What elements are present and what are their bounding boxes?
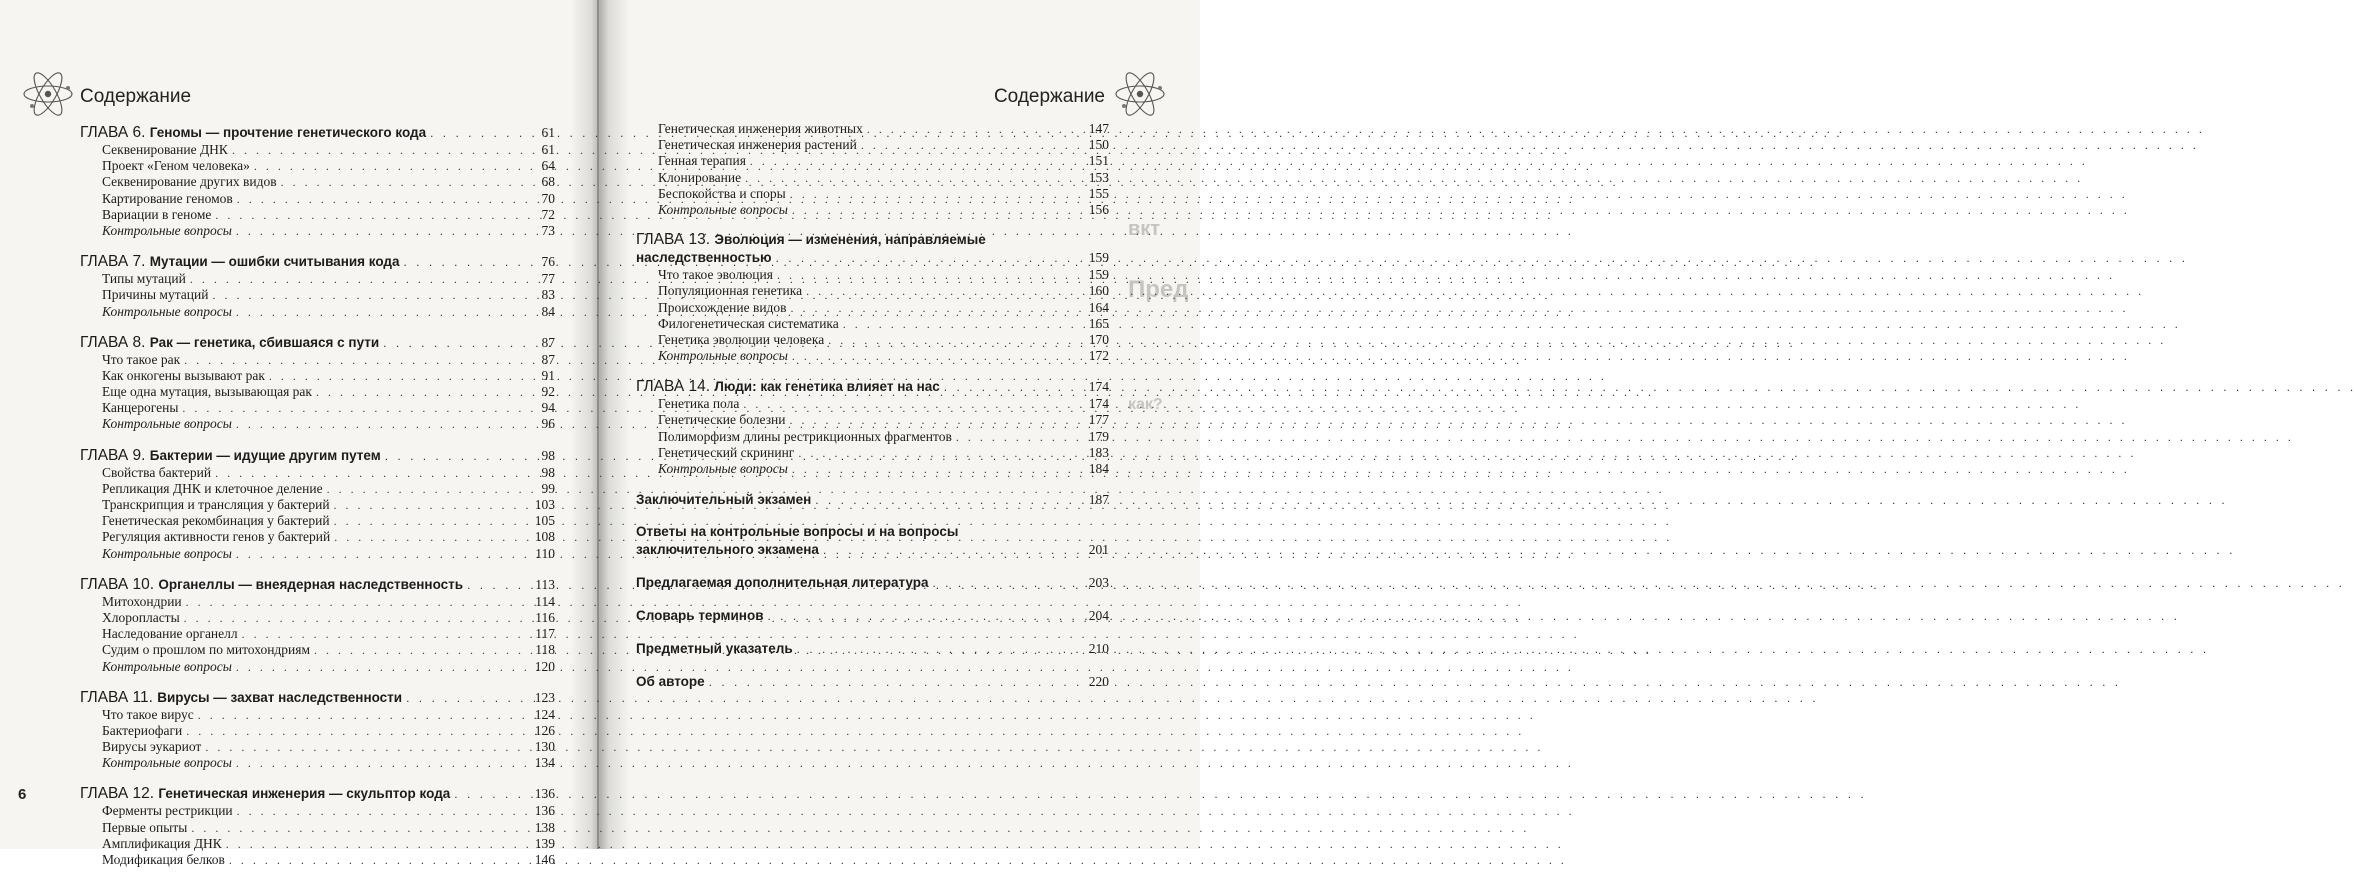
toc-section-heading[interactable] — [636, 573, 1109, 592]
page-ref: 108 — [534, 529, 555, 545]
dot-leader — [212, 287, 517, 303]
chapter-number: ГЛАВА 11. — [80, 688, 153, 706]
entry-label: Происхождение видов — [658, 299, 787, 315]
dot-leader — [184, 352, 517, 368]
dot-leader — [316, 384, 517, 400]
section-title-line: Ответы на контрольные вопросы и на вопросы — [636, 524, 959, 540]
dot-leader — [944, 378, 1071, 397]
entry-label: Судим о прошлом по митохондриям — [102, 642, 311, 658]
page-ref: 87 — [541, 351, 555, 367]
toc-entry-review-questions[interactable] — [80, 304, 555, 320]
entry-label: Вирусы эукариот — [102, 739, 202, 755]
page-ref: 110 — [535, 545, 555, 561]
page-ref: 220 — [1088, 674, 1109, 690]
toc-chapter-heading[interactable] — [80, 123, 555, 142]
page-ref: 147 — [1088, 121, 1109, 136]
entry-label: Вариации в геноме — [102, 206, 212, 222]
dot-leader — [198, 707, 517, 723]
chapter-title: Рак — генетика, сбившаяся с пути — [149, 334, 380, 350]
page-ref: 151 — [1088, 153, 1109, 169]
entry-label: Генетическая инженерия животных — [658, 121, 863, 136]
dot-leader — [269, 368, 517, 384]
page-ref: 210 — [1088, 641, 1109, 657]
toc-entry[interactable] — [636, 332, 1109, 348]
edge-bleed-text: Пред — [1128, 276, 1189, 303]
dot-leader — [334, 513, 517, 529]
page-ref: 61 — [541, 125, 555, 140]
dot-leader — [236, 546, 517, 562]
dot-leader — [383, 334, 517, 353]
page-ref: 72 — [541, 206, 555, 222]
page-ref: 136 — [534, 786, 555, 802]
page-ref: 139 — [534, 835, 555, 851]
page-ref: 73 — [541, 222, 555, 238]
entry-label: Генетическая рекомбинация у бактерий — [102, 513, 330, 529]
dot-leader — [745, 170, 1071, 186]
toc-entry-review-questions[interactable] — [80, 416, 555, 432]
page-ref: 123 — [534, 689, 555, 705]
toc-entry[interactable] — [636, 267, 1109, 283]
toc-chapter-heading[interactable] — [80, 688, 555, 707]
dot-leader — [237, 803, 517, 819]
toc-entry-review-questions[interactable] — [80, 546, 555, 562]
toc-chapter-heading[interactable] — [636, 231, 1109, 248]
entry-label: Транскрипция и трансляция у бактерий — [102, 497, 330, 512]
dot-leader — [237, 191, 517, 207]
entry-label: Что такое вирус — [102, 706, 194, 722]
dot-leader — [186, 594, 517, 610]
chapter-number: ГЛАВА 14. — [636, 378, 711, 396]
page-ref: 159 — [1088, 267, 1109, 283]
dot-leader — [205, 739, 517, 755]
right-page-title: Содержание — [993, 86, 1105, 107]
toc-entry[interactable] — [80, 610, 555, 626]
entry-label: Канцерогены — [102, 400, 179, 416]
toc-entry[interactable] — [80, 174, 555, 190]
toc-entry[interactable] — [636, 412, 1109, 428]
entry-label: Репликация ДНК и клеточное деление — [102, 480, 323, 496]
entry-label: Клонирование — [658, 169, 742, 185]
chapter-title: Органеллы — внеядерная наследственность — [158, 576, 464, 592]
page-ref: 177 — [1088, 412, 1109, 428]
dot-leader — [823, 541, 1071, 560]
entry-label: Генетика пола — [658, 396, 740, 412]
entry-label: Что такое рак — [102, 351, 181, 367]
entry-label: Популяционная генетика — [658, 283, 803, 299]
page-ref: 155 — [1088, 185, 1109, 201]
page-ref: 204 — [1088, 608, 1109, 624]
chapter-number: ГЛАВА 12. — [80, 785, 155, 803]
page-ref: 118 — [535, 642, 555, 658]
toc-entry-review-questions[interactable] — [636, 202, 1109, 218]
toc-entry[interactable] — [80, 207, 555, 223]
entry-label: Что такое эволюция — [658, 267, 773, 283]
toc-section-heading[interactable] — [636, 639, 1109, 658]
toc-chapter-heading-cont[interactable] — [636, 248, 1109, 267]
toc-section — [636, 606, 1109, 625]
toc-chapter — [80, 784, 555, 868]
page-ref: 124 — [534, 706, 555, 722]
toc-entry[interactable] — [80, 739, 555, 755]
page-ref: 156 — [1088, 201, 1109, 217]
left-page-title: Содержание — [80, 86, 192, 107]
page-ref: 61 — [541, 142, 555, 157]
toc-chapter-heading[interactable] — [80, 333, 555, 352]
toc-entry[interactable] — [80, 142, 555, 158]
page-ref: 174 — [1088, 396, 1109, 412]
toc-chapter-heading[interactable] — [80, 446, 555, 465]
toc-entry[interactable] — [636, 396, 1109, 412]
page-ref: 98 — [541, 447, 555, 463]
entry-label: Амплификация ДНК — [102, 835, 222, 851]
page-ref: 174 — [1088, 379, 1109, 395]
toc-entry[interactable] — [636, 316, 1109, 332]
entry-label: Еще одна мутация, вызывающая рак — [102, 384, 312, 400]
toc-entry[interactable] — [80, 803, 555, 819]
page-ref: 201 — [1088, 542, 1109, 558]
entry-label: Контрольные вопросы — [658, 461, 788, 476]
toc-entry-review-questions[interactable] — [636, 461, 1109, 477]
entry-label: Контрольные вопросы — [102, 658, 232, 674]
entry-label: Свойства бактерий — [102, 464, 212, 480]
page-ref: 98 — [541, 464, 555, 480]
dot-leader — [861, 137, 1071, 153]
page-ref: 96 — [541, 416, 555, 432]
dot-leader — [385, 447, 517, 466]
page-ref: 70 — [541, 190, 555, 206]
toc-chapter-heading[interactable] — [636, 377, 1109, 396]
dot-leader — [792, 461, 1071, 477]
toc-entry[interactable] — [80, 400, 555, 416]
entry-label: Контрольные вопросы — [102, 545, 232, 561]
page-ref: 179 — [1088, 428, 1109, 444]
toc-entry[interactable] — [636, 121, 1109, 137]
toc-entry-review-questions[interactable] — [80, 659, 555, 675]
chapter-number: ГЛАВА 6. — [80, 124, 146, 141]
dot-leader — [236, 416, 517, 432]
chapter-title: Бактерии — идущие другим путем — [149, 447, 381, 463]
entry-label: Генетический скрининг — [658, 444, 795, 460]
page-ref: 146 — [534, 852, 555, 867]
right-toc — [636, 121, 1109, 705]
toc-entry[interactable] — [636, 283, 1109, 299]
page-ref: 77 — [541, 271, 555, 287]
dot-leader — [776, 249, 1071, 268]
toc-section-heading[interactable] — [636, 490, 1109, 509]
toc-chapter-heading[interactable] — [80, 252, 555, 271]
toc-section-heading[interactable] — [636, 540, 1109, 559]
toc-chapter — [80, 688, 555, 772]
page-ref: 113 — [535, 576, 555, 592]
toc-section-heading[interactable] — [636, 606, 1109, 625]
page-ref: 94 — [541, 400, 555, 416]
entry-label: Филогенетическая систематика — [658, 315, 839, 331]
section-title: Об авторе — [636, 674, 705, 690]
entry-label: Генетика эволюции человека — [658, 331, 825, 347]
toc-entry[interactable] — [80, 481, 555, 497]
dot-leader — [828, 332, 1071, 348]
entry-label: Секвенирование ДНК — [102, 142, 228, 157]
toc-entry[interactable] — [80, 158, 555, 174]
dot-leader — [236, 755, 517, 771]
entry-label: Причины мутаций — [102, 287, 209, 303]
entry-label: Как онкогены вызывают рак — [102, 367, 265, 383]
entry-label: Картирование геномов — [102, 190, 233, 206]
toc-entry[interactable] — [80, 836, 555, 852]
chapter-number: ГЛАВА 7. — [80, 253, 146, 271]
toc-section-heading[interactable] — [636, 672, 1109, 691]
entry-label: Контрольные вопросы — [102, 755, 232, 771]
entry-label: Генетические болезни — [658, 412, 786, 428]
dot-leader — [215, 465, 517, 481]
dot-leader — [792, 202, 1071, 218]
dot-leader — [184, 610, 517, 626]
dot-leader — [314, 642, 517, 658]
toc-entry[interactable] — [636, 445, 1109, 461]
page-ref: 105 — [534, 513, 555, 529]
entry-label: Регуляция активности генов у бактерий — [102, 529, 331, 545]
toc-section — [636, 639, 1109, 658]
toc-entry[interactable] — [636, 137, 1109, 153]
page-ref: 76 — [541, 254, 555, 270]
toc-chapter — [80, 123, 555, 239]
page-ref: 84 — [541, 303, 555, 319]
entry-label: Модификация белков — [102, 852, 225, 867]
toc-entry[interactable] — [80, 626, 555, 642]
dot-leader — [806, 283, 1071, 299]
entry-label: Контрольные вопросы — [102, 416, 232, 432]
toc-section — [636, 490, 1109, 509]
page-ref: 159 — [1088, 250, 1109, 266]
section-title: Словарь терминов — [636, 608, 764, 624]
toc-entry[interactable] — [80, 642, 555, 658]
dot-leader — [843, 316, 1071, 332]
chapter-title-line: наследственностью — [636, 250, 772, 266]
page-ref: 116 — [535, 609, 555, 625]
dot-leader — [186, 723, 517, 739]
page-ref: 130 — [534, 739, 555, 755]
entry-label: Наследование органелл — [102, 626, 238, 642]
entry-label: Генная терапия — [658, 153, 746, 169]
toc-entry[interactable] — [636, 153, 1109, 169]
toc-entry[interactable] — [80, 191, 555, 207]
page-ref: 126 — [534, 722, 555, 738]
toc-entry-review-questions[interactable] — [636, 348, 1109, 364]
dot-leader — [406, 689, 517, 708]
page-ref: 150 — [1088, 137, 1109, 153]
entry-label: Типы мутаций — [102, 271, 186, 287]
toc-entry[interactable] — [80, 723, 555, 739]
toc-entry[interactable] — [80, 529, 555, 545]
toc-entry[interactable] — [80, 513, 555, 529]
edge-bleed-text: вкт — [1128, 218, 1161, 240]
toc-section — [636, 573, 1109, 592]
entry-label: Первые опыты — [102, 819, 188, 835]
entry-label: Бактериофаги — [102, 722, 183, 738]
dot-leader — [430, 124, 517, 143]
dot-leader — [467, 576, 517, 595]
entry-label: Генетическая инженерия растений — [658, 137, 857, 153]
page-ref: 165 — [1088, 315, 1109, 331]
dot-leader — [750, 153, 1071, 169]
chapter-number: ГЛАВА 10. — [80, 575, 155, 593]
dot-leader — [281, 174, 517, 190]
atom-icon — [1112, 66, 1168, 122]
page-ref: 134 — [534, 755, 555, 771]
page-ref: 172 — [1088, 348, 1109, 364]
entry-label: Проект «Геном человека» — [102, 158, 250, 174]
section-title: Предметный указатель — [636, 641, 793, 657]
toc-chapter — [636, 377, 1109, 477]
entry-label: Контрольные вопросы — [102, 222, 232, 238]
page-ref: 153 — [1088, 169, 1109, 185]
page-ref: 187 — [1088, 492, 1109, 508]
entry-label: Беспокойства и споры — [658, 185, 786, 201]
entry-label: Хлоропласты — [102, 609, 180, 625]
toc-entry[interactable] — [80, 465, 555, 481]
chapter-title: Мутации — ошибки считывания кода — [149, 254, 400, 270]
chapter-number: ГЛАВА 8. — [80, 333, 146, 351]
dot-leader — [933, 574, 1072, 593]
entry-label: Ферменты рестрикции — [102, 803, 233, 819]
toc-chapter-continued — [636, 121, 1109, 218]
toc-chapter — [80, 446, 555, 562]
toc-chapter-heading[interactable] — [80, 784, 555, 803]
toc-section — [636, 672, 1109, 691]
dot-leader — [254, 158, 517, 174]
page-ref: 64 — [541, 158, 555, 174]
page-ref: 138 — [534, 819, 555, 835]
dot-leader — [232, 142, 517, 158]
page-ref: 99 — [541, 480, 555, 496]
toc-entry[interactable] — [80, 352, 555, 368]
chapter-number: ГЛАВА 13. — [636, 231, 711, 249]
chapter-title: Вирусы — захват наследственности — [157, 689, 403, 705]
dot-leader — [229, 852, 517, 868]
left-toc — [80, 123, 555, 881]
dot-leader — [191, 820, 517, 836]
toc-chapter — [80, 575, 555, 675]
toc-entry[interactable] — [636, 300, 1109, 316]
entry-label: Секвенирование других видов — [102, 174, 277, 190]
toc-entry[interactable] — [80, 384, 555, 400]
dot-leader — [236, 659, 517, 675]
entry-label: Полиморфизм длины рестрикционных фрагментов — [658, 428, 952, 444]
page-ref: 92 — [541, 384, 555, 400]
page-ref: 160 — [1088, 283, 1109, 299]
entry-label: Митохондрии — [102, 593, 182, 609]
dot-leader — [956, 429, 1071, 445]
dot-leader — [709, 673, 1071, 692]
page-ref: 83 — [541, 287, 555, 303]
toc-entry-review-questions[interactable] — [80, 223, 555, 239]
dot-leader — [867, 121, 1071, 137]
dot-leader — [798, 445, 1071, 461]
dot-leader — [792, 348, 1071, 364]
dot-leader — [236, 223, 517, 239]
toc-chapter-heading[interactable] — [80, 575, 555, 594]
entry-label: Контрольные вопросы — [102, 303, 232, 319]
page-ref: 114 — [535, 593, 555, 609]
section-title: Предлагаемая дополнительная литература — [636, 575, 929, 591]
section-title: заключительного экзамена — [636, 542, 819, 558]
page-number: 6 — [18, 786, 27, 803]
dot-leader — [327, 481, 517, 497]
page-ref: 136 — [534, 803, 555, 819]
dot-leader — [236, 304, 517, 320]
page-ref: 203 — [1088, 575, 1109, 591]
toc-entry[interactable] — [636, 170, 1109, 186]
dot-leader — [815, 491, 1071, 510]
dot-leader — [454, 785, 517, 804]
dot-leader — [334, 529, 517, 545]
section-title: Заключительный экзамен — [636, 492, 812, 508]
dot-leader — [215, 207, 517, 223]
dot-leader — [404, 253, 518, 272]
dot-leader — [334, 497, 517, 513]
toc-entry[interactable] — [80, 820, 555, 836]
chapter-title-line: Эволюция — изменения, направляемые — [714, 232, 986, 248]
page-ref: 184 — [1088, 461, 1109, 476]
entry-label: Контрольные вопросы — [658, 348, 788, 364]
page-ref: 103 — [534, 497, 555, 512]
toc-chapter — [80, 333, 555, 433]
chapter-title: Геномы — прочтение генетического кода — [149, 125, 427, 140]
toc-entry[interactable] — [636, 429, 1109, 445]
page-ref: 68 — [541, 174, 555, 190]
dot-leader — [790, 412, 1072, 428]
toc-chapter — [636, 231, 1109, 364]
dot-leader — [790, 186, 1071, 202]
dot-leader — [777, 267, 1071, 283]
toc-section — [636, 523, 1109, 559]
edge-bleed-text: как? — [1128, 396, 1163, 413]
atom-icon — [20, 66, 76, 122]
dot-leader — [190, 271, 517, 287]
dot-leader — [768, 607, 1072, 626]
dot-leader — [242, 626, 517, 642]
page-ref: 170 — [1088, 331, 1109, 347]
toc-entry[interactable] — [80, 287, 555, 303]
toc-entry[interactable] — [636, 186, 1109, 202]
dot-leader — [743, 396, 1071, 412]
toc-entry[interactable] — [80, 271, 555, 287]
toc-entry-review-questions[interactable] — [80, 755, 555, 771]
page-ref: 164 — [1088, 299, 1109, 315]
toc-chapter — [80, 252, 555, 320]
page-ref: 87 — [541, 334, 555, 350]
dot-leader — [182, 400, 517, 416]
toc-entry[interactable] — [80, 707, 555, 723]
page-ref: 120 — [534, 658, 555, 674]
toc-entry[interactable] — [80, 497, 555, 513]
dot-leader — [791, 300, 1071, 316]
chapter-title: Генетическая инженерия — скульптор кода — [158, 786, 451, 802]
page-ref: 91 — [541, 367, 555, 383]
page-ref: 117 — [535, 626, 555, 642]
entry-label: Контрольные вопросы — [658, 201, 788, 217]
dot-leader — [226, 836, 517, 852]
chapter-number: ГЛАВА 9. — [80, 446, 146, 464]
chapter-title: Люди: как генетика влияет на нас — [714, 379, 940, 395]
toc-entry[interactable] — [80, 852, 555, 868]
page-ref: 183 — [1088, 444, 1109, 460]
toc-entry[interactable] — [80, 368, 555, 384]
dot-leader — [797, 640, 1071, 659]
toc-entry[interactable] — [80, 594, 555, 610]
